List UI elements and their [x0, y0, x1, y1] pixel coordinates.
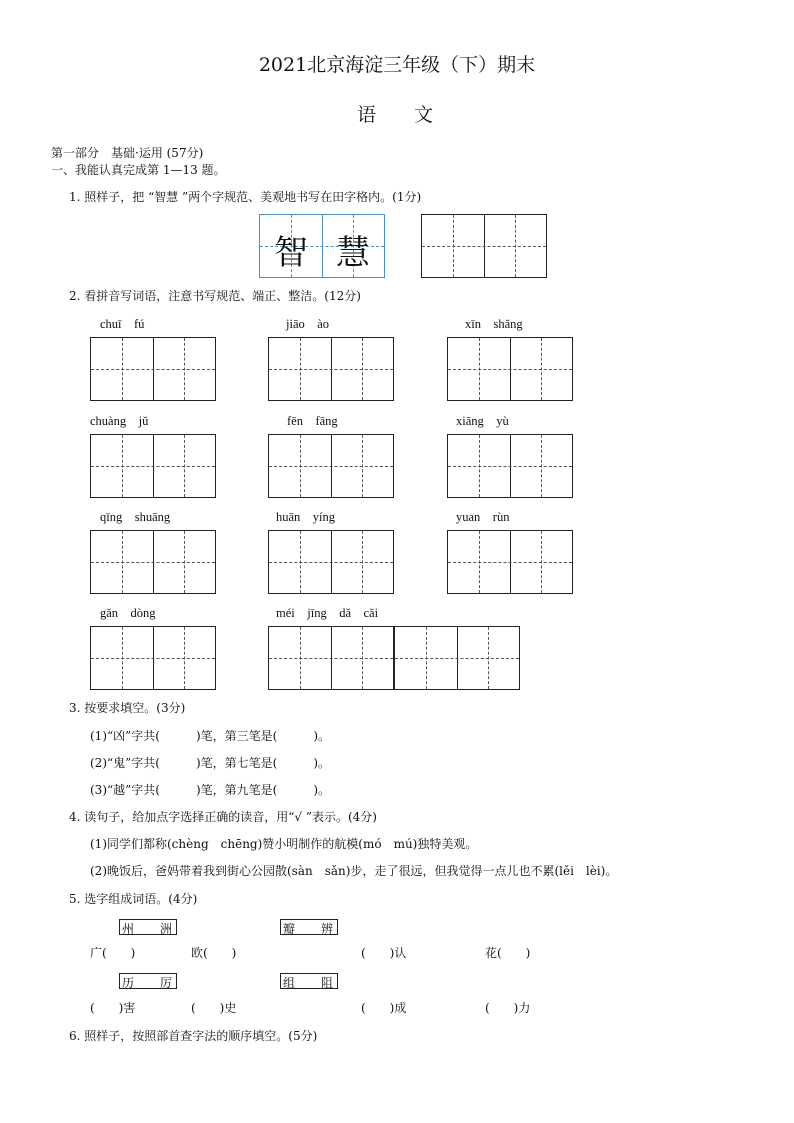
writing-grid[interactable] [268, 434, 394, 498]
q5-blank[interactable]: ( )成 [361, 1001, 407, 1015]
question-3: 3. 按要求填空。(3分) [69, 701, 186, 715]
writing-grid[interactable] [447, 434, 573, 498]
q3-item: (1)“凶”字共( )笔，第三笔是( )。 [90, 729, 330, 743]
writing-grid[interactable] [394, 626, 520, 690]
pinyin-label: xīn shǎng [465, 317, 523, 331]
writing-grid[interactable] [268, 530, 394, 594]
q3-item: (3)“越”字共( )笔，第九笔是( )。 [90, 783, 330, 797]
writing-grid[interactable] [447, 337, 573, 401]
writing-grid[interactable] [268, 626, 394, 690]
q5-blank[interactable]: ( )认 [361, 946, 407, 960]
pinyin-label: fēn fāng [287, 414, 338, 428]
q5-blank[interactable]: ( )力 [485, 1001, 531, 1015]
pinyin-label: jiāo ào [286, 317, 330, 331]
page-title: 2021北京海淀三年级（下）期末 [258, 54, 536, 76]
question-6: 6. 照样子，按照部首查字法的顺序填空。(5分) [69, 1029, 318, 1043]
question-2: 2. 看拼音写词语，注意书写规范、端正、整洁。(12分) [69, 289, 361, 303]
writing-grid[interactable] [90, 337, 216, 401]
q5-blank[interactable]: ( )害 [90, 1001, 136, 1015]
pinyin-label: méi jīng dǎ cǎi [276, 606, 379, 620]
subject-title: 语 文 [357, 104, 434, 126]
pinyin-label: qīng shuāng [100, 510, 171, 524]
question-5: 5. 选字组成词语。(4分) [69, 892, 198, 906]
writing-grid[interactable] [447, 530, 573, 594]
char-choice-box: 历 厉 [119, 973, 177, 989]
writing-grid[interactable] [90, 626, 216, 690]
char-choice-box: 组 阻 [280, 973, 338, 989]
writing-grid[interactable] [90, 434, 216, 498]
char-choice-box: 州 洲 [119, 919, 177, 935]
q5-blank[interactable]: 欧( ) [191, 946, 237, 960]
section-heading: 一、我能认真完成第 1—13 题。 [51, 163, 226, 177]
q5-blank[interactable]: 花( ) [485, 946, 531, 960]
pinyin-label: chuàng jǔ [90, 414, 149, 428]
q3-item: (2)“鬼”字共( )笔，第七笔是( )。 [90, 756, 330, 770]
pinyin-label: yuan rùn [456, 510, 510, 524]
question-1: 1. 照样子，把 “智慧 ”两个字规范、美观地书写在田字格内。(1分) [69, 190, 422, 204]
pinyin-label: huān yíng [276, 510, 336, 524]
q5-blank[interactable]: ( )史 [191, 1001, 237, 1015]
example-grid [259, 214, 385, 278]
char-choice-box: 瓣 辨 [280, 919, 338, 935]
pinyin-label: xiāng yù [456, 414, 509, 428]
pinyin-label: gǎn dòng [100, 606, 156, 620]
writing-grid[interactable] [90, 530, 216, 594]
part-heading: 第一部分 基础·运用 (57分) [51, 146, 204, 160]
example-char: 慧 [336, 233, 370, 273]
q4-item: (1)同学们都称(chèng chēng)赞小明制作的航模(mó mú)独特美观。 [90, 837, 478, 851]
writing-grid[interactable] [268, 337, 394, 401]
pinyin-label: chuī fú [100, 317, 145, 331]
question-4: 4. 读句子，给加点字选择正确的读音，用“√ ”表示。(4分) [69, 810, 377, 824]
answer-grid[interactable] [421, 214, 547, 278]
q5-blank[interactable]: 广( ) [90, 946, 136, 960]
q4-item: (2)晚饭后，爸妈带着我到街心公园散(sàn sǎn)步，走了很远，但我觉得一点儿也不累(lěi lèi)。 [90, 864, 618, 878]
example-char: 智 [274, 233, 308, 273]
